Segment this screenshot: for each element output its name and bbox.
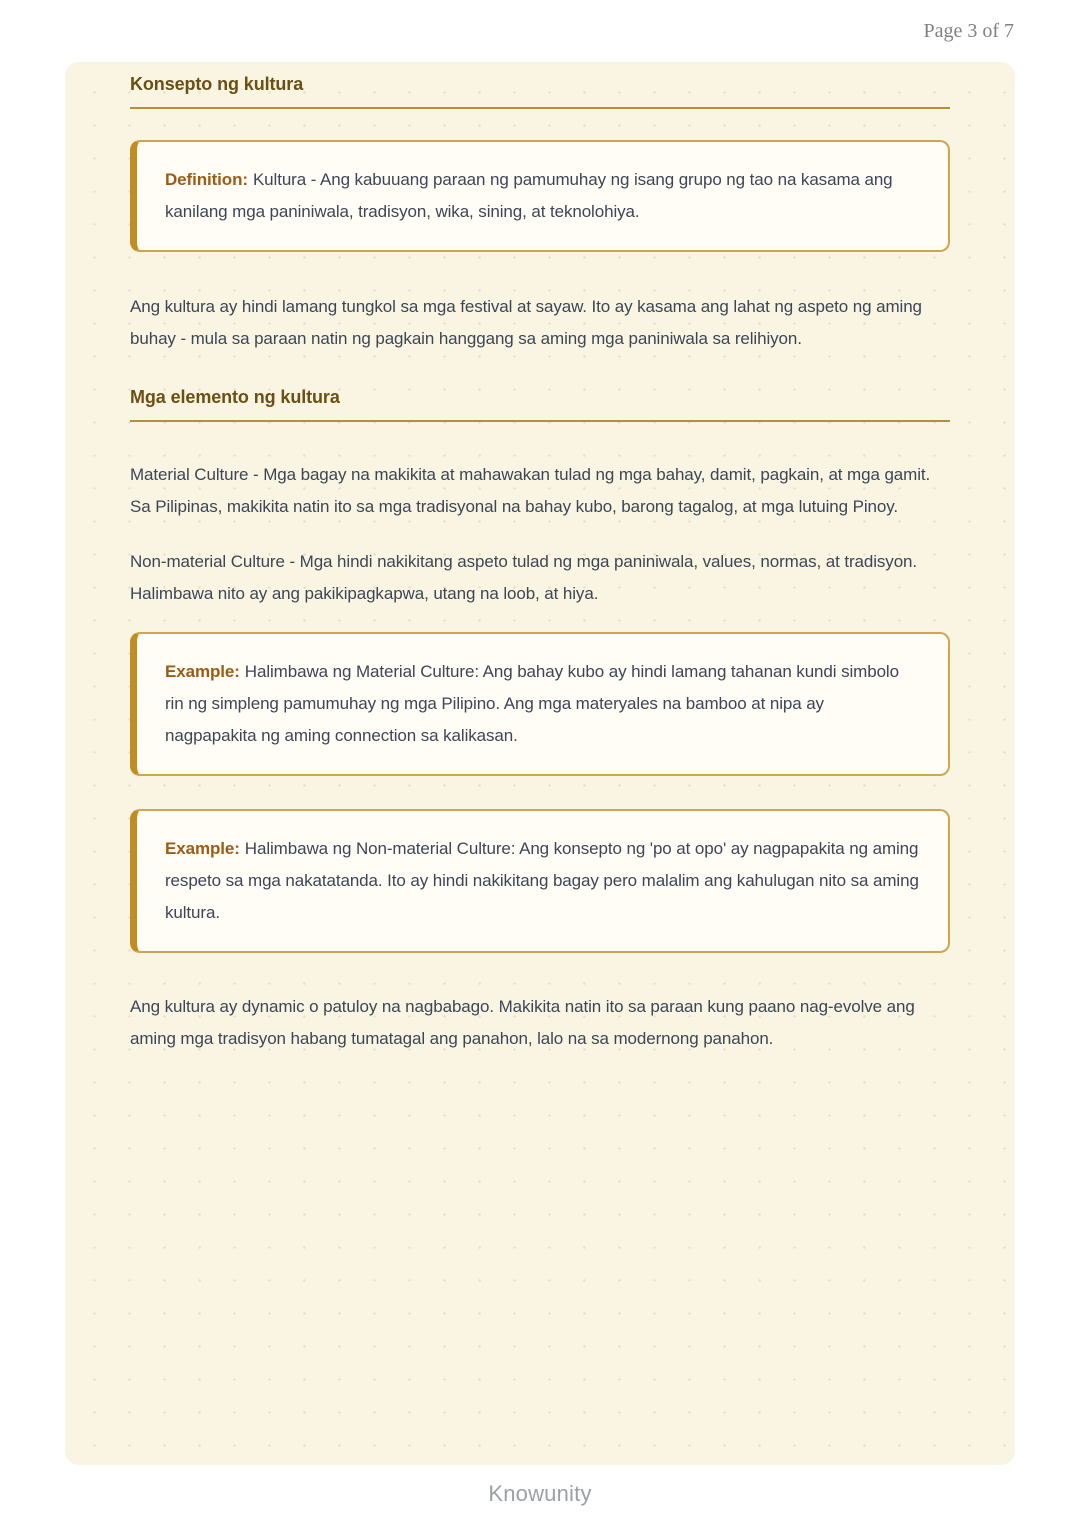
- example-callout-paragraph: [165, 833, 920, 929]
- example-label: Example:: [165, 662, 240, 681]
- definition-callout: [130, 140, 950, 252]
- definition-callout-paragraph: [165, 164, 920, 228]
- heading-rule: [130, 420, 950, 422]
- example-callout-nonmaterial: [130, 809, 950, 953]
- footer-brand: Knowunity: [488, 1481, 592, 1506]
- definition-text: Kultura - Ang kabuuang paraan ng pamumuhay ng isang grupo ng tao na kasama ang kanilang mga paniniwala, tradisyon, wika, sining, at teknolohiya.: [165, 170, 893, 221]
- example-label: Example:: [165, 839, 240, 858]
- paragraph-closing: Ang kultura ay dynamic o patuloy na nagbabago. Makikita natin ito sa paraan kung paano nag-evolve ang aming mga tradisyon habang tumatagal ang panahon, lalo na sa modernong panahon.: [130, 997, 915, 1048]
- example-callout-paragraph: [165, 656, 920, 752]
- example-text: Halimbawa ng Non-material Culture: Ang konsepto ng 'po at opo' ay nagpapakita ng aming respeto sa mga nakatatanda. Ito ay hindi nakikitang bagay pero malalim ang kahulugan nito sa aming kultura.: [165, 839, 919, 922]
- document-card: [65, 62, 1015, 1465]
- definition-label: Definition:: [165, 170, 248, 189]
- section-heading-elemento: Mga elemento ng kultura: [130, 387, 340, 407]
- example-text: Halimbawa ng Material Culture: Ang bahay kubo ay hindi lamang tahanan kundi simbolo rin ng simpleng pamumuhay ng mga Pilipino. Ang mga materyales na bamboo at nipa ay nagpapakita ng aming connection sa kalikasan.: [165, 662, 899, 745]
- example-callout-material: [130, 632, 950, 776]
- section-heading-konsepto: Konsepto ng kultura: [130, 74, 304, 94]
- heading-rule: [130, 107, 950, 109]
- paragraph-nonmaterial-culture: Non-material Culture - Mga hindi nakikitang aspeto tulad ng mga paniniwala, values, normas, at tradisyon. Halimbawa nito ay ang pakikipagkapwa, utang na loob, at hiya.: [130, 552, 918, 603]
- page-number: Page 3 of 7: [923, 20, 1014, 42]
- paragraph-material-culture: Material Culture - Mga bagay na makikita at mahawakan tulad ng mga bahay, damit, pagkain, at mga gamit. Sa Pilipinas, makikita natin ito sa mga tradisyonal na bahay kubo, barong tagalog, at mga lutuing Pinoy.: [130, 465, 931, 516]
- paragraph-intro: Ang kultura ay hindi lamang tungkol sa mga festival at sayaw. Ito ay kasama ang lahat ng aspeto ng aming buhay - mula sa paraan natin ng pagkain hanggang sa aming mga paniniwala sa relihiyon.: [130, 297, 922, 348]
